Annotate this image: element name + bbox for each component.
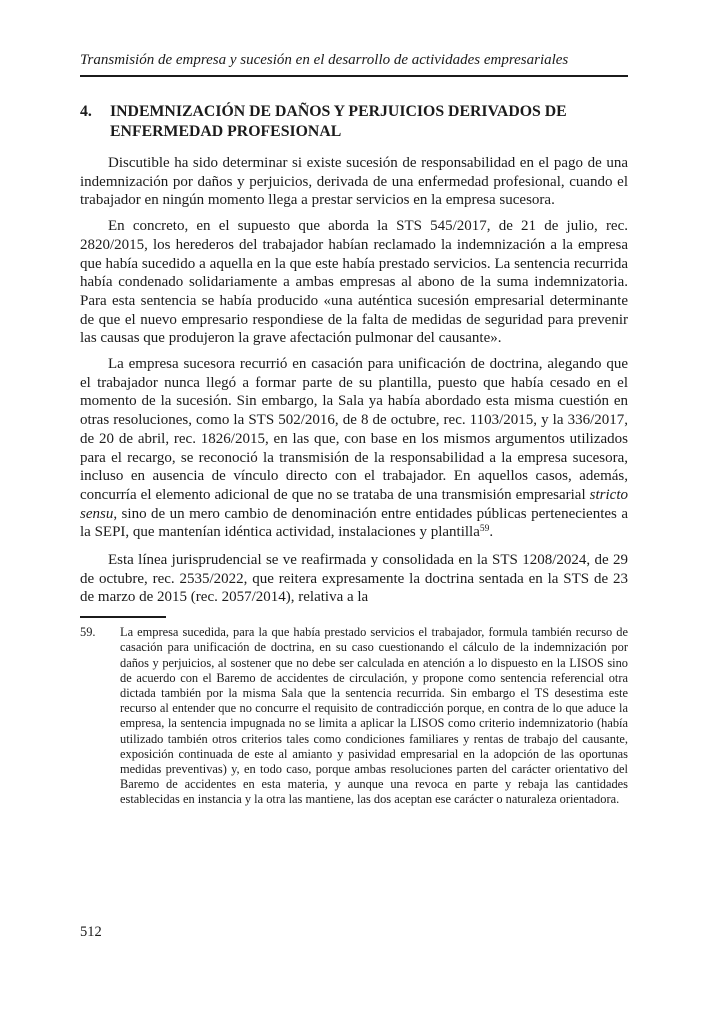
footnote-59 [80,625,628,807]
footnote-separator-rule [80,616,166,618]
section-number: 4. [80,103,92,120]
body-text [80,154,628,607]
paragraph-4: Esta línea jurisprudencial se ve reafirmada y consolidada en la STS 1208/2024, de 29 de octubre, rec. 2535/2022, que reitera expresamente la doctrina sentada en la STS de 23 de marzo de 2015 (rec. 2057/2014), relativa a la [80,552,628,606]
footnote-text: La empresa sucedida, para la que había prestado servicios el trabajador, formula también recurso de casación para unificación de doctrina, en su caso cuestionando el cálculo de la indemnización por daños y perjuicios, al sostener que no debe ser calculada en atención a lo dispuesto en la LISOS sino de acuerdo con el Baremo de accidentes de circulación, y propone como sentencia referencial otra dictada también por la misma Sala que la sentencia recurrida. Sin embargo el TS desestima este recurso al entender que no concurre el requisito de contradicción porque, en contra de lo que aduce la empresa, la sentencia impugnada no se limita a aplicar la LISOS como criterio indemnizatorio (había utilizado también otros criterios tales como condiciones familiares y rentas de trabajo del causante, exposición continuada de este al amianto y pasividad empresarial en la adopción de las oportunas medidas preventivas) y, en todo caso, porque ambas resoluciones parten del carácter orientativo del Baremo de accidentes en esta materia, y aunque una revoca en parte y rebaja las cantidades establecidas en instancia y la otra las mantiene, las dos aceptan ese carácter o naturaleza orientadora. [120,625,628,807]
running-header-title: Transmisión de empresa y sucesión en el desarrollo de actividades empresariales [80,52,569,68]
paragraph-3-text: La empresa sucesora recurrió en casación para unificación de doctrina, alegando que el trabajador nunca llegó a formar parte de su plantilla, puesto que había cesado en el momento de la sucesión. Sin embargo, la Sala ya había abordado esta misma cuestión en otras resoluciones, como la STS 502/2016, de 8 de octubre, rec. 1103/2015, y la 336/2017, de 20 de abril, rec. 1826/2015, en las que, con base en los mismos argumentos utilizados para el recargo, se reconoció la transmisión de la responsabilidad a la empresa sucesora, incluso en ausencia de vínculo directo con el trabajador. En aquellos casos, además, concurría el elemento adicional de que no se trataba de una transmisión empresarial [80,356,628,503]
footnote-number: 59. [80,625,96,640]
running-header [80,51,628,77]
footnote-reference-59: 59 [479,524,490,535]
paragraph-2: En concreto, en el supuesto que aborda la STS 545/2017, de 21 de julio, rec. 2820/2015, los herederos del trabajador habían reclamado la indemnización a la empresa que había sucedido a aquella en la que este había prestado servicios. La sentencia recurrida había condenado solidariamente a ambas empresas al abono de la suma indemnizatoria. Para esta sentencia se había producido «una auténtica sucesión empresarial determinante de que el nuevo empresario respondiese de la falta de medidas de seguridad para prevenir las causas que produjeron la grave afectación pulmonar del causante». [80,218,628,347]
paragraph-1: Discutible ha sido determinar si existe sucesión de responsabilidad en el pago de una indemnización por daños y perjuicios, derivada de una enfermedad profesional, cuando el trabajador en ningún momento llega a prestar servicios en la empresa sucesora. [80,155,628,209]
paragraph-3 [80,355,628,544]
page-number: 512 [80,924,102,940]
paragraph-3-period: . [489,524,494,541]
section-heading [80,102,628,141]
section-title: INDEMNIZACIÓN DE DAÑOS Y PERJUICIOS DERIVADOS DE ENFERMEDAD PROFESIONAL [110,103,567,140]
latin-phrase-italic: stricto sensu [80,486,628,522]
paragraph-3-text-cont: , sino de un mero cambio de denominación entre entidades públicas pertenecientes a la SEPI, que mantenían idéntica actividad, instalaciones y plantilla [80,505,628,541]
